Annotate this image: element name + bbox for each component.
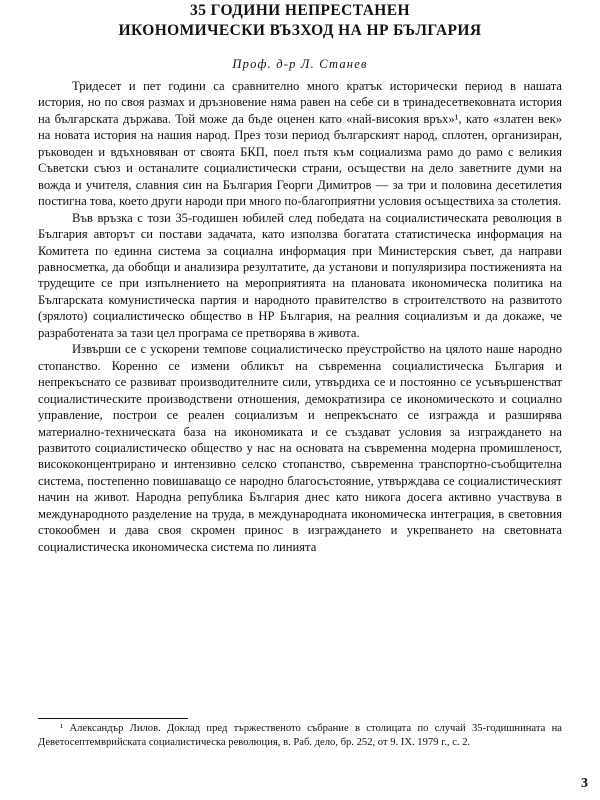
paragraph-2: Във връзка с този 35-годишен юбилей след победата на социалистическата революция в България авторът си постави задачата, като използва богатата статистическа информация на Комитета по единна система за социална информация при Министерския съвет, да направи равносметка, да обобщи и анализира резултатите, да установи и популяризира постиженията на трудещите се при изпълнението на мероприятията на плановата икономическа политика на Българската комунистическа партия и народното правителство в строителството на развитото (зрялото) социалистическо общество в НР България, на реалния социализъм и да докаже, че разработената за тази цел програма се претворява в живота. [38,210,562,340]
author-byline: Проф. д-р Л. Станев [232,57,368,71]
chapter-title-line-1: 35 ГОДИНИ НЕПРЕСТАНЕН [190,2,410,19]
paragraph-3: Извърши се с ускорени темпове социалистическо преустройство на цялото наше народно стопанство. Коренно се измени обликът на съвременна социалистическа България и непрекъснато се развиват производителните сили, утвърдиха се и постоянно се усъвършенстват социалистическите производствени отношения, демократизира се икономическото и социално управление, построи се реален социализъм и непрекъснато се изгражда и разширява материално-техническата база на икономиката и се създават условия за изграждането на развитото социалистическо общество у нас на основата на съвременна модерна промишленост, висококонцентрирано и интензивно селско стопанство, съвременна транспортно-съобщителна система, постепенно повишаващо се народно благосъстояние, утвърждава се социалистическият начин на живот. Народна република България днес като никога досега активно участвува в международното разделение на труда, в международната икономическа интеграция, в световния стокообмен и дава своя скромен принос в изграждането и укрепването на световната социалистическа икономическа система по линията [38,342,562,554]
footnote [38,722,562,750]
footnote-text: ¹ Александър Лилов. Доклад пред тържественото събрание в столицата по случай 35-годишнината на Деветосептемврийската социалистическа революция, в. Раб. дело, бр. 252, от 9. IX. 1979 г., с. 2. [38,723,562,748]
footnote-divider [38,718,188,719]
body-text [38,78,562,555]
paragraph-1: Тридесет и пет години са сравнително много кратък исторически период в нашата история, но по своя размах и дръзновение няма равен на себе си в тринадесетвековната история на българската държава. Той може да бъде оценен като «най-високия връх»¹, като «златен век» на новата история на нашия народ. През този период българският народ, сплотен, организиран, ръководен и вдъхновяван от своята БКП, поел пътя към социализма рамо до рамо с великия Съветски съюз и останалите социалистически страни, осъществи на дело заветните думи на вожда и учителя, славния син на България Георги Димитров — за три и половина десетилетия постигна това, което други народи при много по-благоприятни условия осъществиха за столетия. [38,79,562,209]
page-number: 3 [581,776,588,791]
chapter-title-line-2: ИКОНОМИЧЕСКИ ВЪЗХОД НА НР БЪЛГАРИЯ [118,22,482,39]
